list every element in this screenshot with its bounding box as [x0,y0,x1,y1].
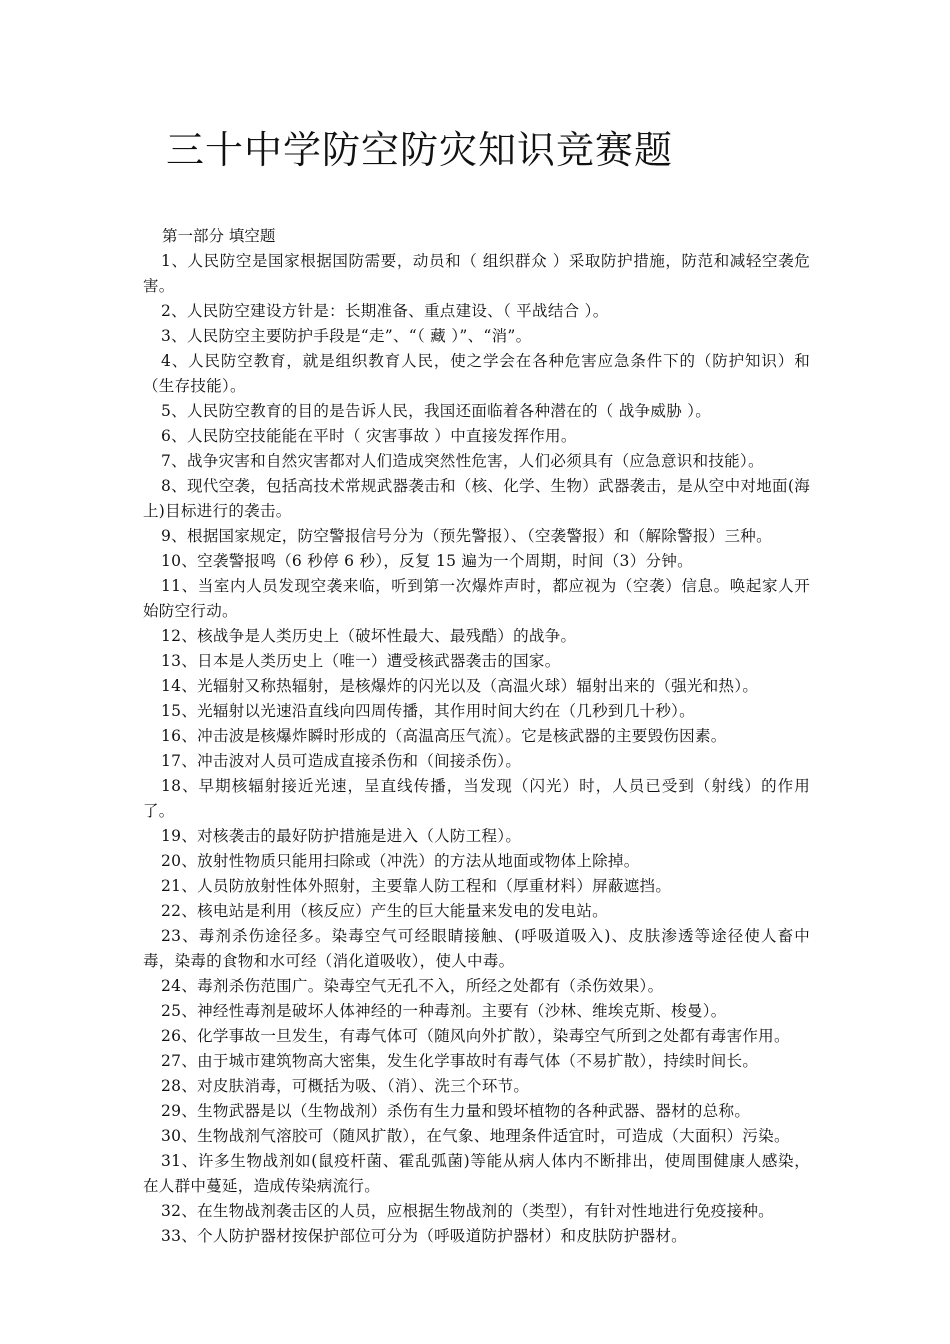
question-item: 1、人民防空是国家根据国防需要，动员和（ 组织群众 ）采取防护措施，防范和减轻空袭危害。 [143,252,810,295]
question-item: 20、放射性物质只能用扫除或（冲洗）的方法从地面或物体上除掉。 [161,852,640,870]
question-item: 28、对皮肤消毒，可概括为吸、（消）、洗三个环节。 [161,1077,530,1095]
document-title: 三十中学防空防灾知识竞赛题 [166,128,674,172]
question-item: 23、毒剂杀伤途径多。染毒空气可经眼睛接触、(呼吸道吸入)、皮肤渗透等途径使人畜中毒，染毒的食物和水可经（消化道吸收），使人中毒。 [143,927,810,970]
question-item: 22、核电站是利用（核反应）产生的巨大能量来发电的发电站。 [161,902,608,920]
question-item: 30、生物战剂气溶胶可（随风扩散），在气象、地理条件适宜时，可造成（大面积）污染。 [161,1127,790,1145]
question-item: 14、光辐射又称热辐射，是核爆炸的闪光以及（高温火球）辐射出来的（强光和热）。 [161,677,759,695]
question-item: 27、由于城市建筑物高大密集，发生化学事故时有毒气体（不易扩散），持续时间长。 [161,1052,759,1070]
question-item: 7、战争灾害和自然灾害都对人们造成突然性危害，人们必须具有（应急意识和技能）。 [161,452,764,470]
question-item: 21、人员防放射性体外照射，主要靠人防工程和（厚重材料）屏蔽遮挡。 [161,877,672,895]
question-list [143,249,810,1249]
question-item: 11、当室内人员发现空袭来临，听到第一次爆炸声时，都应视为（空袭）信息。唤起家人开始防空行动。 [143,577,810,620]
question-item: 15、光辐射以光速沿直线向四周传播，其作用时间大约在（几秒到几十秒）。 [161,702,695,720]
question-item: 4、人民防空教育，就是组织教育人民，使之学会在各种危害应急条件下的（防护知识）和（生存技能）。 [143,352,810,395]
question-item: 24、毒剂杀伤范围广。染毒空气无孔不入，所经之处都有（杀伤效果）。 [161,977,664,995]
question-item: 33、个人防护器材按保护部位可分为（呼吸道防护器材）和皮肤防护器材。 [161,1227,687,1245]
question-item: 17、冲击波对人员可造成直接杀伤和（间接杀伤）。 [161,752,522,770]
question-item: 18、早期核辐射接近光速，呈直线传播，当发现（闪光）时，人员已受到（射线）的作用了。 [143,777,810,820]
question-item: 26、化学事故一旦发生，有毒气体可（随风向外扩散），染毒空气所到之处都有毒害作用。 [161,1027,790,1045]
question-item: 12、核战争是人类历史上（破坏性最大、最残酷）的战争。 [161,627,577,645]
question-item: 32、在生物战剂袭击区的人员，应根据生物战剂的（类型），有针对性地进行免疫接种。 [161,1202,774,1220]
question-item: 8、现代空袭，包括高技术常规武器袭击和（核、化学、生物）武器袭击，是从空中对地面(海上)目标进行的袭击。 [143,477,810,520]
question-item: 25、神经性毒剂是破坏人体神经的一种毒剂。主要有（沙林、维埃克斯、梭曼）。 [161,1002,727,1020]
section-heading: 第一部分 填空题 [162,227,276,245]
question-item: 19、对核袭击的最好防护措施是进入（人防工程）。 [161,827,522,845]
question-item: 9、根据国家规定，防空警报信号分为（预先警报）、（空袭警报）和（解除警报）三种。 [161,527,772,545]
question-item: 3、人民防空主要防护手段是“走”、“（ 藏 ）”、“消”。 [161,327,532,345]
question-item: 31、许多生物战剂如(鼠疫杆菌、霍乱弧菌)等能从病人体内不断排出，使周围健康人感染，在人群中蔓延，造成传染病流行。 [143,1152,810,1195]
question-item: 16、冲击波是核爆炸瞬时形成的（高温高压气流）。它是核武器的主要毁伤因素。 [161,727,727,745]
question-item: 29、生物武器是以（生物战剂）杀伤有生力量和毁坏植物的各种武器、器材的总称。 [161,1102,751,1120]
question-item: 5、人民防空教育的目的是告诉人民，我国还面临着各种潜在的（ 战争威胁 ）。 [161,402,712,420]
question-item: 10、空袭警报鸣（6 秒停 6 秒），反复 15 遍为一个周期，时间（3）分钟。 [161,552,693,570]
question-item: 2、人民防空建设方针是：长期准备、重点建设、（ 平战结合 ）。 [161,302,609,320]
question-item: 13、日本是人类历史上（唯一）遭受核武器袭击的国家。 [161,652,561,670]
question-item: 6、人民防空技能能在平时（ 灾害事故 ）中直接发挥作用。 [161,427,577,445]
